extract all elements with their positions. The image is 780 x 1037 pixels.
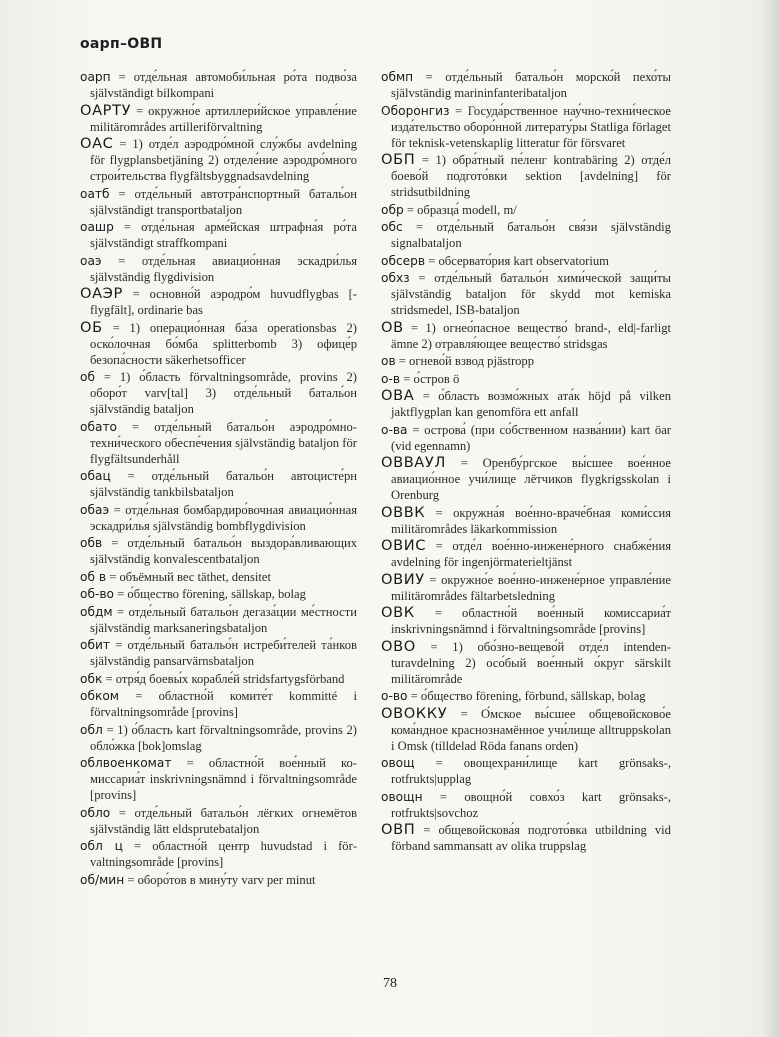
entry-headword: обдм <box>80 604 113 619</box>
entry-definition: = 1) о́бласть förvaltningsområde, provins 2) оборо́т varv[tal] 3) отде́льный баталь́он självständig bataljon <box>90 370 358 416</box>
dictionary-entry <box>381 706 671 754</box>
entry-definition: = овощно́й совхо́з kart grönsaks-, rotfrukts|sovchoz <box>391 789 671 820</box>
entry-definition: = о́бщество förening, förbund, sällskap, bolag <box>410 689 646 703</box>
entry-headword: обсерв <box>381 253 426 268</box>
entry-headword: Оборонгиз <box>381 103 450 118</box>
entry-definition: = о́бщество förening, sällskap, bolag <box>117 587 306 601</box>
dictionary-entry <box>381 202 671 218</box>
dictionary-entry <box>80 535 357 567</box>
entry-headword: ОВОККУ <box>381 704 448 722</box>
dictionary-entry <box>381 455 671 503</box>
dictionary-entry <box>381 822 671 854</box>
entry-headword: обац <box>80 469 111 483</box>
entry-headword: обло <box>80 805 111 820</box>
entry-headword: обхз <box>381 271 410 285</box>
entry-headword: обмп <box>381 70 414 84</box>
entry-headword: ОВИС <box>381 537 427 554</box>
entry-headword: оатб <box>80 186 110 201</box>
entry-definition: = отде́льный батальо́н хими́ческой защи́ты självständig bataljon för skydd mot kemiska stridsmedel, ISB-bataljon <box>391 271 671 317</box>
entry-headword: облвоенкомат <box>80 756 172 770</box>
entry-headword: о-ва <box>381 422 408 437</box>
dictionary-entry <box>381 605 671 637</box>
entry-definition: = окружно́е вое́нно-инжене́рное управле́ние militärområdes fältarbetsledning <box>391 572 671 603</box>
dictionary-entry <box>80 722 357 754</box>
entry-headword: обком <box>80 689 119 703</box>
entry-definition: = общевойскова́я подгото́вка utbildning vid förband sammansatt av olika truppslag <box>391 823 671 853</box>
entry-headword: ОВ <box>381 318 404 336</box>
dictionary-entry <box>80 838 357 870</box>
dictionary-entry <box>381 789 671 821</box>
entry-definition: = отде́льный батальо́н автоцисте́рн självständig tankbilsbataljon <box>90 469 357 499</box>
entry-headword: о-во <box>381 689 408 703</box>
dictionary-entry <box>80 872 357 888</box>
entry-definition: = обсервато́рия kart observatorium <box>428 253 609 268</box>
entry-definition: = овощехрани́лище kart grönsaks-, rotfrukts|upplag <box>391 756 671 786</box>
entry-definition: = 1) операцио́нная ба́за operationsbas 2) оско́лочная бо́мба splitterbomb 3) офице́р безопа́сности säkerhetsofficer <box>90 320 357 367</box>
entry-definition: = 1) огнео́пасное вещество́ brand-, eld|-farligt ämne 2) отравля́ющее вещество́ stridsgas <box>391 320 672 351</box>
entry-definition: = О́мское вы́сшее общевойсково́е кома́ндное краснознамённое учи́лище alltruppskolan i Omsk (tilldelad Röda fanans orden) <box>391 706 671 753</box>
entry-definition: = отде́льная бомбардиро́вочная авиацио́нная эскадри́лья självständig bombflygdivision <box>90 502 357 533</box>
entry-definition: = Оренбу́ргское вы́сшее вое́нное авиацио́нное учи́лище лётчиков flygkrigsskolan i Orenburg <box>391 456 671 502</box>
entry-headword: об/мин <box>80 872 125 887</box>
entry-definition: = отря́д боевы́х корабле́й stridsfartygsförband <box>105 671 345 686</box>
entry-headword: оарп <box>80 70 111 84</box>
entry-definition: = оборо́тов в мину́ту varv per minut <box>127 872 316 887</box>
dictionary-entry <box>381 388 671 420</box>
entry-headword: обк <box>80 671 103 686</box>
entry-definition: = отде́льный батальо́н аэродро́мно-техни́ческого обеспе́чения självständig bataljon för flygfältsunderhåll <box>90 419 357 466</box>
entry-definition: = 1) обо́зно-вещево́й отде́л intendenturavdelning 2) осо́бый вое́нный о́круг särskilt militärområde <box>391 639 671 686</box>
dictionary-entry <box>80 136 357 184</box>
entry-headword: оашр <box>80 220 114 234</box>
dictionary-entry <box>381 152 671 200</box>
dictionary-entry <box>381 572 671 604</box>
dictionary-entry <box>80 253 357 285</box>
dictionary-entry <box>80 369 357 417</box>
entry-headword: о-в <box>381 371 401 386</box>
entry-headword: ОАЭР <box>80 285 123 302</box>
dictionary-entry <box>381 270 671 318</box>
entry-definition: = о́стров ö <box>403 371 460 386</box>
entry-headword: ОВП <box>381 821 416 838</box>
dictionary-entry <box>381 103 671 151</box>
dictionary-entry <box>80 286 357 318</box>
running-head: оарп–ОВП <box>80 36 163 52</box>
entry-definition: = 1) обра́тный пе́ленг kontrabäring 2) отде́л боево́й подгото́вки sektion [avdelning] för stridsutbildning <box>391 153 671 199</box>
entry-headword: ОБП <box>381 151 416 168</box>
page-number: 78 <box>383 976 397 991</box>
dictionary-entry <box>80 502 357 534</box>
entry-headword: обр <box>381 202 404 217</box>
entry-definition: = образца́ modell, m/ <box>406 202 517 217</box>
entry-headword: об в <box>80 569 107 584</box>
entry-definition: = отде́льный батальо́н выздора́вливающих självständig konvalescentbataljon <box>90 536 358 566</box>
entry-definition: = окружна́я вое́нно-враче́бная коми́ссия militärområdes läkarkommission <box>391 505 671 536</box>
entry-headword: овощ <box>381 756 415 770</box>
dictionary-entry <box>80 103 357 135</box>
entry-headword: обл ц <box>80 839 123 853</box>
entry-definition: = основно́й аэродро́м huvudflygbas [-flygfält], ordinarie bas <box>90 287 358 317</box>
entry-definition: = Госуда́рственное нау́чно-техни́ческое изда́тельство оборо́нной литерату́ры Statliga förlaget för teknisk-vetenskaplig litteratur för försvaret <box>391 103 671 150</box>
dictionary-entry <box>80 805 357 837</box>
dictionary-entry <box>381 69 671 101</box>
right-column <box>381 69 671 856</box>
entry-definition: = отде́л вое́нно-инжене́рного снабже́ния avdelning för ingenjörmaterieltjänst <box>391 539 671 569</box>
entry-headword: об <box>80 370 95 384</box>
entry-headword: ОВА <box>381 387 415 404</box>
entry-definition: = отде́льный батальо́н морско́й пехо́ты självständig marininfanteribataljon <box>391 70 671 100</box>
dictionary-entry <box>381 538 671 570</box>
entry-headword: ОВК <box>381 604 415 621</box>
dictionary-entry <box>80 671 357 687</box>
entry-definition: = областно́й вое́нный комиссариа́т inskrivningsnämnd i förvaltningsområde [provins] <box>90 756 357 802</box>
dictionary-entry <box>381 253 671 269</box>
dictionary-entry <box>80 569 357 585</box>
dictionary-entry <box>381 371 671 387</box>
entry-headword: ОВО <box>381 637 416 655</box>
entry-headword: ОАРТУ <box>80 101 132 119</box>
dictionary-entry <box>381 320 671 352</box>
entry-definition: = отде́льная авиацио́нная эскадри́лья självständig flygdivision <box>90 253 357 284</box>
dictionary-entry <box>80 755 357 803</box>
entry-headword: обит <box>80 638 110 652</box>
entry-definition: = отде́льный батальо́н истреби́телей та́нков självständig pansarvärnsbataljon <box>90 638 357 668</box>
dictionary-entry <box>381 422 671 454</box>
entry-headword: ОБ <box>80 318 103 336</box>
entry-definition: = отде́льный батальо́н лёгких огнемётов självständig lätt eldsprutebataljon <box>90 805 357 836</box>
dictionary-entry <box>381 639 671 687</box>
entry-definition: = объёмный вес täthet, densitet <box>109 569 271 584</box>
entry-headword: ОВИУ <box>381 570 425 588</box>
entry-definition: = отде́льная арме́йская штрафна́я ро́та självständigt straffkompani <box>90 220 357 250</box>
dictionary-entry <box>80 219 357 251</box>
entry-definition: = областно́й центр huvudstad i förvaltningsområde [provins] <box>90 839 358 869</box>
entry-definition: = областно́й комите́т kommitté i förvaltningsområde [provins] <box>90 689 357 719</box>
entry-headword: обл <box>80 722 103 737</box>
entry-headword: овощн <box>381 789 423 804</box>
dictionary-entry <box>80 468 357 500</box>
entry-definition: = окружно́е артиллери́йское управле́ние militärområdes artilleriförvaltning <box>90 103 357 134</box>
dictionary-entry <box>80 688 357 720</box>
entry-headword: ОВВАУЛ <box>381 454 446 471</box>
entry-definition: = 1) отде́л аэродро́мной слу́жбы avdelning för flygplansbetjäning 2) отделе́ние аэродро́много строи́тельства flygfältsbyggnadsavdelning <box>90 137 358 183</box>
entry-definition: = острова́ (при со́бственном назва́нии) kart öar (vid egennamn) <box>391 422 672 453</box>
entry-headword: ОАС <box>80 135 114 152</box>
entry-definition: = отде́льная автомоби́льная ро́та подво́за självständigt bilkompani <box>90 70 357 100</box>
entry-headword: обато <box>80 419 117 434</box>
entry-headword: ов <box>381 354 396 368</box>
entry-headword: обв <box>80 536 103 550</box>
entry-headword: об-во <box>80 587 115 601</box>
dictionary-entry <box>381 505 671 537</box>
entry-headword: обс <box>381 220 403 234</box>
dictionary-entry <box>381 219 671 251</box>
dictionary-entry <box>381 755 671 787</box>
entry-definition: = огнево́й взвод pjästropp <box>398 354 535 368</box>
dictionary-entry <box>80 604 357 636</box>
dictionary-entry <box>80 586 357 602</box>
page-edge-shadow <box>762 0 780 1037</box>
entry-definition: = областно́й вое́нный комиссариа́т inskrivningsnämnd i förvaltningsområde [provins] <box>391 606 671 636</box>
entry-definition: = отде́льный автотра́нспортный баталь́он självständigt transportbataljon <box>90 186 357 217</box>
dictionary-entry <box>381 353 671 369</box>
entry-definition: = о́бласть возмо́жных ата́к höjd på vilken jaktflygplan kan genomföra ett anfall <box>391 389 671 419</box>
dictionary-entry <box>80 320 357 368</box>
entry-headword: оаэ <box>80 253 102 268</box>
dictionary-entry <box>80 419 357 467</box>
entry-headword: обаэ <box>80 502 110 517</box>
entry-definition: = отде́льный батальо́н свя́зи självständig signalbataljon <box>391 220 671 250</box>
dictionary-entry <box>80 69 357 101</box>
entry-headword: ОВВК <box>381 503 426 521</box>
entry-definition: = 1) о́бласть kart förvaltningsområde, provins 2) обло́жка [bok]omslag <box>90 722 357 753</box>
entry-definition: = отде́льный батальо́н дегаза́ции ме́стности självständig marksaneringsbataljon <box>90 604 357 635</box>
dictionary-entry <box>80 637 357 669</box>
left-column <box>80 69 357 889</box>
dictionary-entry <box>381 688 671 704</box>
dictionary-entry <box>80 186 357 218</box>
